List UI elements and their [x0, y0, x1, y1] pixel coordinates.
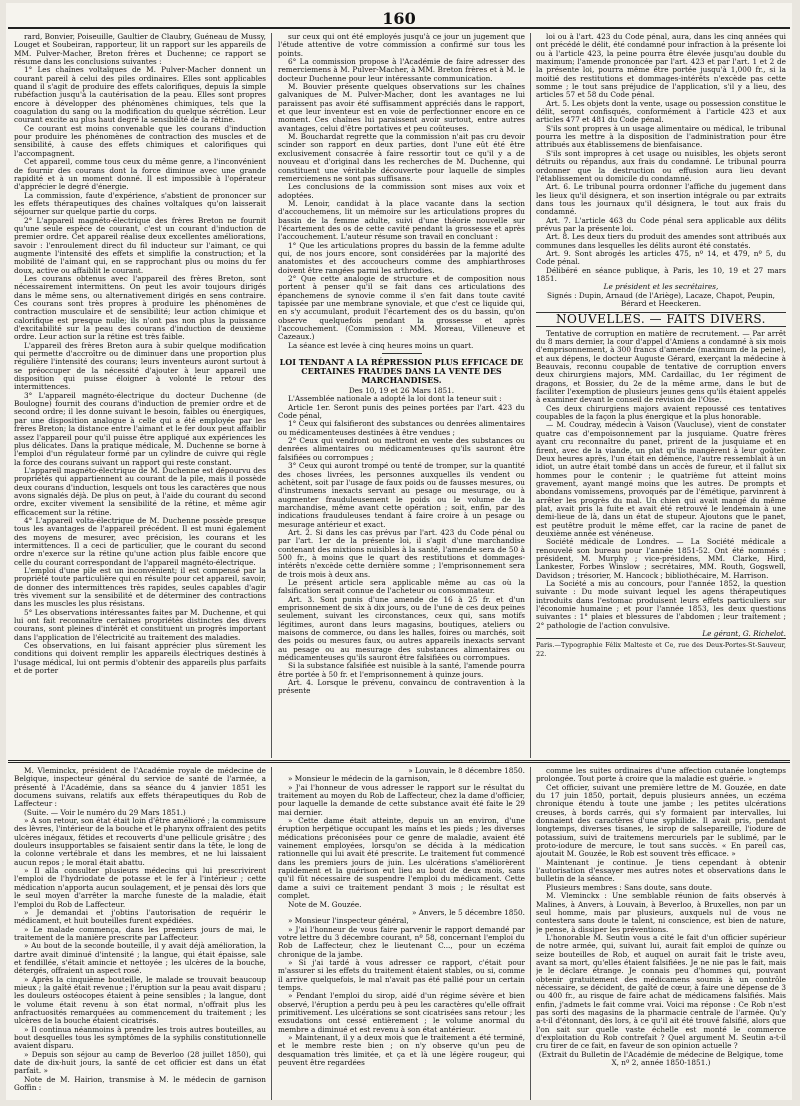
paragraph: Art. 3. Sont punis d'une amende de 16 à 25 fr. et d'un emprisonnement de six à dix jours, ou de l'une de ces deux peines seulement, suivant les circonstances, ceux qui, sans motifs légitimes, auront dans leurs magasins, boutiques, ateliers ou maisons de commerce, ou dans les halles, foires ou marchés, soit des poids ou mesures faux, ou autres appareils inexacts servant au pesage ou au mesurage des substances alimentaires ou médicamenteuses qu'ils sauront être falsifiées ou corrompues. [278, 594, 525, 663]
paragraph: M. Lenoir, candidat à la place vacante dans la section d'accouchemens, lit un mémoire sur les articulations propres du bassin de la femme adulte, suivi d'une théorie nouvelle sur l'écartement des os de cette cavité pendant la grossesse et après l'accouchement. L'auteur résume son travail en concluant : [278, 198, 525, 242]
page-number: 160 [382, 9, 416, 28]
paragraph: S'ils sont propres à un usage alimentaire ou médical, le tribunal pourra les mettre à la disposition de l'administration pour être attribués aux établissemens de bienfaisance. [536, 123, 786, 150]
divider [382, 353, 422, 354]
dateline: » Anvers, le 5 décembre 1850. [412, 907, 525, 917]
paragraph: Les courans obtenus avec l'appareil des frères Breton, sont nécessairement intermittens. On peut les avoir toujours dirigés dans le même sens, ou alternativement dirigés en sens contraire. Ces courans sont très propres à produire les phénomènes de contraction musculaire et de sensibilité; leur action chimique et calorifique est presque nulle; ils n'ont pas non plus la puissance d'excitabilité sur la peau des courans d'induction de deuxième ordre. Leur action sur la rétine est très faible. [14, 273, 266, 342]
paragraph: Les conclusions de la commission sont mises aux voix et adoptées. [278, 182, 525, 200]
paragraph: » A son retour, son état était loin d'être amélioré ; la commissure des lèvres, l'intérieur de la bouche et le pharynx offraient des petits ulcères inégaux, fétides et recouverts d'une pellicule grisâtre ; des douleurs insupportables se faisaient sentir dans la tête, le long de la colonne vertébrale et dans les membres, et ne lui laissaient aucun repos ; le moral était abattu. [14, 816, 266, 867]
paragraph: rard, Bonvier, Poiseuille, Gaultier de Claubry, Guéneau de Mussy, Louget et Soubeiran, rapporteur, lit un rapport sur les appareils de MM. Pulver-Macher, Breton frères et Duchenne; ce rapport se résume dans les conclusions suivantes : [14, 33, 266, 67]
paragraph: Note de M. Hairion, transmise à M. le médecin de garnison Goffin : [14, 1074, 266, 1093]
paragraph: La commission, faute d'expérience, s'abstient de prononcer sur les effets thérapeutiques des chaînes voltaïques qu'on laisserait séjourner sur quelque partie du corps. [14, 190, 266, 217]
paragraph: 3° Ceux qui auront trompé ou tenté de tromper, sur la quantité des choses livrées, les personnes auxquelles ils vendent ou achètent, soit par l'usage de faux poids ou de fausses mesures, ou d'instrumens inexacts servant au pesage ou mesurage, ou à augmenter frauduleusement le poids ou le volume de la marchandise, même avant cette opération ; soit, enfin, par des indications frauduleuses tendant à faire croire à un pesage ou mesurage antérieur et exact. [278, 461, 525, 529]
president-line: Le président et les secrétaires, [603, 282, 719, 292]
paragraph: comme les suites ordinaires d'une affection cutanée longtemps prolongée. Tout porte à croire que la maladie est guérie. » [536, 767, 786, 784]
paragraph: sur ceux qui ont été employés jusqu'à ce jour un jugement que l'étude attentive de votre commission a confirmé sur tous les points. [278, 33, 525, 58]
paragraph: » Il alla consulter plusieurs médecins qui lui prescrivirent l'emploi de l'hydriodate de potasse et le fer à l'intérieur ; cette médication n'apporta aucun soulagement, et je pensai dès lors que le seul moyen d'arrêter la marche funeste de la maladie, était l'emploi du Rob de Laffecteur. [14, 866, 266, 909]
paragraph: Art. 5. Les objets dont la vente, usage ou possession constitue le délit, seront confisqués, conformément à l'article 423 et aux articles 477 et 481 du Code pénal. [536, 98, 786, 125]
column-2 [278, 33, 525, 758]
paragraph: L'appareil magnéto-électrique de M. Duchenne est dépourvu des propriétés qui appartiennent au courant de la pile, mais il possède deux courans d'induction, lesquels ont tous les caractères que nous avons signalés déjà. De plus on peut, à l'aide du courant du second ordre, exciter vivement la sensibilité de la rétine, et même agir efficacement sur la rétine. [14, 465, 266, 517]
header-rule [8, 27, 790, 29]
paragraph: Art. 9. Sont abrogés les articles 475, nº 14, et 479, nº 5, du Code pénal. [536, 248, 786, 267]
paragraph: Art. 7. L'article 463 du Code pénal sera applicable aux délits prévus par la présente loi. [536, 215, 786, 233]
paragraph: Délibéré en séance publique, à Paris, les 10, 19 et 27 mars 1851. [536, 265, 786, 283]
paragraph: Tentative de corruption en matière de recrutement. — Par arrêt du 8 mars dernier, la cour d'appel d'Amiens a condamné à six mois d'emprisonnement, à 300 francs d'amende (maximum de la peine), et aux dépens, le docteur Auguste Gérard, exerçant la médecine à Beauvais, reconnu coupable de tentative de corruption envers deux chirurgiens majors, MM. Cardaillac, du 1er régiment de dragons, et Bossier, du 2e de la même arme, dans le but de faciliter l'exemption de plusieurs jeunes gens qu'ils étaient appelés à examiner devant le conseil de révision de l'Oise. [536, 328, 786, 405]
paragraph: » Maintenant, il y a deux mois que le traitement a été terminé, et le membre reste bien ; on n'y observe qu'un peu de desquamation très limitée, et ça et là une légère rougeur, qui peuvent être regardées [278, 1033, 525, 1068]
paragraph: La Société a mis au concours, pour l'année 1852, la question suivante : Du mode suivant lequel les agens thérapeutiques introduits dans l'estomac produisent leurs effets particuliers sur l'économie humaine ; et pour l'année 1853, les deux questions suivantes : 1° plaies et blessures de l'abdomen ; leur traitement ; 2° pathologie de l'action convulsive. [536, 579, 786, 630]
paragraph: » Au bout de la seconde bouteille, il y avait déjà amélioration, la dartre avait diminué d'intensité ; la langue, qui était épaisse, sale et fendillée, s'était amincie et nettoyée ; les ulcères de la bouche, détergés, offraient un aspect rosé. [14, 941, 266, 976]
column-divider [271, 33, 272, 758]
paragraph: » Cette dame était atteinte, depuis un an environ, d'une éruption herpétique occupant les mains et les pieds ; les diverses médications préconisées pour ce genre de maladie, avaient été vainement employées, lorsqu'on se décida à la médication rationnelle qui lui avait été prescrite. Le traitement fut commencé dans les premiers jours de juin. Les ulcérations s'améliorèrent rapidement et la guérison eut lieu au bout de deux mois, sans qu'il fût nécessaire de suspendre l'emploi du médicament. Cette dame a suivi ce traitement pendant 3 mois ; le résultat est complet. [278, 816, 525, 901]
paragraph: Société médicale de Londres. — La Société médicale a renouvelé son bureau pour l'année 1851-52. Ont été nommés : président, M. Murphy ; vice-présidens, MM. Clarke, Hird, Lankester, Forbes Winslow ; secrétaires, MM. Routh, Gogswell, Davidson ; trésorier, M. Hancock ; bibliothécaire, M. Harrison. [536, 537, 786, 580]
paragraph: S'ils sont impropres à cet usage ou nuisibles, les objets seront détruits ou répandus, aux frais du condamné. Le tribunal pourra ordonner que la destruction ou effusion aura lieu devant l'établissement ou domicile du condamné. [536, 148, 786, 183]
paragraph: La séance est levée à cinq heures moins un quart. [288, 340, 474, 350]
paragraph: M. Bouvier présente quelques observations sur les chaînes galvaniques de M. Pulver-Macher, dont les avantages ne lui paraissent pas avoir été suffisamment appréciés dans le rapport, et que leur inventeur est en voie de perfectionner encore en ce moment. Ces chaînes lui paraissent avoir surtout, entre autres avantages, celui d'être portatives et peu coûteuses. [278, 82, 525, 133]
newspaper-page [6, 3, 792, 1100]
section-separator [8, 760, 790, 763]
column-1 [14, 33, 266, 758]
bottom-column-2 [278, 767, 525, 1100]
bottom-column-1 [14, 767, 266, 1100]
paragraph: » Monsieur l'inspecteur général, [288, 916, 409, 926]
law-title: LOI TENDANT A LA RÉPRESSION PLUS EFFICACE DE CERTAINES FRAUDES DANS LA VENTE DES MARCHANDISES. [279, 357, 524, 386]
column-divider [530, 33, 531, 758]
paragraph: 1° Que les articulations propres du bassin de la femme adulte qui, de nos jours encore, sont considérées par la majorité des anatomistes et des accoucheurs comme des amphiarthroses doivent être rangées parmi les arthrodies. [278, 240, 525, 275]
paragraph: » Le malade commença, dans les premiers jours de mai, le traitement de la manière prescrite par Laffecteur. [14, 924, 266, 942]
paragraph: Art. 4. Lorsque le prévenu, convaincu de contravention à la présente [278, 678, 525, 696]
paragraph: M. Vleminckx : Une semblable réunion de faits observés à Malines, à Anvers, à Louvain, à Beverloo, à Bruxelles, non par un seul homme, mais par plusieurs, auxquels nul de vous ne contestera sans doute le talent, ni conscience, est bien de nature, je pense, à dissiper les préventions. [536, 891, 786, 934]
paragraph: loi ou à l'art. 423 du Code pénal, aura, dans les cinq années qui ont précédé le délit, été condamné pour infraction à la présente loi ou à l'article 423, la peine pourra être élevée jusqu'au double du maximum; l'amende prononcée par l'art. 423 et par l'art. 1 et 2 de la présente loi, pourra même être portée jusqu'à 1,000 fr., si la moitié des restitutions et dommages-intérêts n'excède pas cette somme ; le tout sans préjudice de l'application, s'il y a lieu, des articles 57 et 58 du Code pénal. [536, 33, 786, 100]
paragraph: » Je demandai et j'obtins l'autorisation de requérir le médicament, et huit bouteilles furent expédiées. [14, 907, 266, 926]
column-3 [536, 33, 786, 758]
paragraph: 2° Que cette analogie de structure et de composition nous portent à penser qu'il se fait dans ces articulations des épanchemens de synovie comme il s'en fait dans toute cavité tapissée par une membrane synoviale, et que c'est ce liquide qui, en s'y accumulant, produit l'écartement des os du bassin, qu'on observe quelquefois pendant la grossesse et après l'accouchement. (Commission : MM. Moreau, Villeneuve et Cazeaux.) [278, 273, 525, 342]
paragraph: 5° Les observations intéressantes faites par M. Duchenne, et qui lui ont fait reconnaître certaines propriétés distinctes des divers courans, sont pleines d'intérêt et constituent un progrès important dans l'application de l'électricité au traitement des maladies. [14, 607, 266, 642]
paragraph: Art. 8. Les deux tiers du produit des amendes sont attribués aux communes dans lesquelles les délits auront été constatés. [536, 232, 786, 250]
paragraph: » Pendant l'emploi du sirop, aidé d'un régime sévère et bien observé, l'éruption a perdu peu à peu les caractères qu'elle offrait primitivement. Les ulcérations se sont cicatrisées sans retour ; les exsudations ont cessé entièrement ; le volume anormal du membre a diminué et est revenu à son état antérieur. [278, 991, 525, 1034]
paragraph: L'appareil des frères Breton aura à subir quelque modification qui permette d'accroître ou de diminuer dans une proportion plus régulière l'intensité des courans; leurs inventeurs auront surtout à se préoccuper de la nécessité d'ajouter à leur appareil une disposition qui puisse éloigner à volonté le retour des intermittences. [14, 340, 266, 392]
signatures: Signés : Dupin, Arnaud (de l'Ariège), Lacaze, Chapot, Peupin, Bérard et Heeckeren. [547, 290, 775, 308]
paragraph: Si la substance falsifiée est nuisible à la santé, l'amende pourra être portée à 50 fr. et l'emprisonnement à quinze jours. [278, 661, 525, 679]
bottom-column-3 [536, 767, 786, 1100]
paragraph: Article 1er. Seront punis des peines portées par l'art. 423 du Code pénal, [278, 402, 525, 421]
news-header: NOUVELLES. — FAITS DIVERS. [536, 312, 786, 326]
paragraph: Art. 2. Si dans les cas prévus par l'art. 423 du Code pénal ou par l'art. 1er de la présente loi, il s'agit d'une marchandise contenant des mixtions nuisibles à la santé, l'amende sera de 50 à 500 fr., à moins que le quart des restitutions et dommages-intérêts n'excède cette dernière somme ; l'emprisonnement sera de trois mois à deux ans. [278, 527, 525, 579]
paragraph: Note de M. Gouzée. [288, 899, 362, 909]
paragraph: Cet appareil, comme tous ceux du même genre, a l'inconvénient de fournir des courans dont la force diminue avec une grande rapidité et à un moment donné. Il est impossible à l'opérateur d'apprécier le degré d'énergie. [14, 157, 266, 192]
source-note: (Extrait du Bulletin de l'Académie de médecine de Belgique, tome X, nº 2, année 1850-1851.) [538, 1049, 784, 1068]
gerant: Le gérant, G. Richelot. [702, 629, 786, 639]
paragraph: » Il continua néanmoins à prendre les trois autres bouteilles, au bout desquelles tous les symptômes de la syphilis constitutionnelle avaient disparu. [14, 1024, 266, 1051]
paragraph: » J'ai l'honneur de vous adresser le rapport sur le résultat du traitement au moyen du Rob de Laffecteur, chez la dame d'officier, pour laquelle la demande de cette substance avait été faite le 29 mai dernier. [278, 782, 525, 817]
paragraph: Cet officier, suivant une première lettre de M. Gouzée, en date du 17 juin 1850, portait, depuis plusieurs années, un eczéma chronique étendu à toute une jambe ; les petites ulcérations creuses, à bords carrés, qui s'y formaient par intervalles, lui donnaient des caractères d'une syphilide. Il avait pris, pendant longtemps, diverses tisanes, le sirop de salsepareille, l'iodure de potassium, suivi de traitemens mercuriels par le sublimé, par le proto-iodure de mercure, le tout sans succès. « En pareil cas, ajoutait M. Gouzée, le Rob est souvent très efficace. » [536, 782, 786, 859]
paragraph: Art. 6. Le tribunal pourra ordonner l'affiche du jugement dans les lieux qu'il désignera, et son insertion intégrale ou par extraits dans tous les journaux qu'il désignera, le tout aux frais du condamné. [536, 182, 786, 217]
paragraph: L'Assemblée nationale a adopté la loi dont la teneur suit : [288, 394, 502, 404]
paragraph: » Si j'ai tardé à vous adresser ce rapport, c'était pour m'assurer si les effets du traitement étaient stables, ou si, comme il arrive quelquefois, le mal n'avait pas été pallié pour un certain temps. [278, 957, 525, 992]
law-dates: Des 10, 19 et 26 Mars 1851. [348, 386, 455, 396]
paragraph: Ces deux chirurgiens majors avaient repoussé ces tentatives coupables de la façon la plus énergique et la plus honorable. [536, 403, 786, 422]
dateline: » Louvain, le 8 décembre 1850. [408, 767, 525, 775]
paragraph: 2° L'appareil magnéto-électrique des frères Breton ne fournit qu'une seule espèce de courant, c'est un courant d'induction de premier ordre. Cet appareil réalise deux excellentes améliorations, savoir : l'enroulement direct du fil inducteur sur l'aimant, ce qui augmente l'intensité des effets et simplifie la construction; et la mobilité de l'aimant qui, en se rapprochant plus ou moins du fer doux, active ou affaiblit le courant. [14, 215, 266, 275]
paragraph: Ce courant est moins convenable que les courans d'induction pour produire les phénomènes de contraction des muscles et de sensibilité, à cause des effets chimiques et calorifiques qui l'accompagnent. [14, 123, 266, 158]
paragraph: 1° Les chaînes voltaïques de M. Pulver-Macher donnent un courant pareil à celui des piles ordinaires. Elles sont applicables quand il s'agit de produire des effets calorifiques, depuis la simple rubéfaction jusqu'à la cautérisation de la peau. Elles sont propres encore à développer des phénomènes chimiques, tels que la coagulation du sang ou la modification du quelque sécrétion. Leur courant excite au plus haut degré la sensibilité de la rétine. [14, 65, 266, 125]
paragraph: Ces observations, en lui faisant apprécier plus sûrement les conditions qui doivent remplir les appareils électriques destinés à l'usage médical, lui ont permis d'obtenir des appareils plus parfaits et de porter [14, 641, 266, 676]
paragraph: 4° L'appareil volta-électrique de M. Duchenne possède presque tous les avantages de l'appareil précédent. Il est muni également des moyens de mesurer, avec précision, les courans et les intermittences. Il a ceci de particulier, que le courant du second ordre n'exerce sur la rétine qu'une action plus faible encore que celle du courant correspondant de l'appareil magnéto-électrique. [14, 515, 266, 567]
paragraph: M. Vleminckx, président de l'Académie royale de médecine de Belgique, inspecteur général du service de santé de l'armée, a présenté à l'Académie, dans sa séance du 4 janvier 1851 les documens suivans, relatifs aux effets thérapeutiques du Rob de Laffecteur : [14, 767, 266, 809]
column-divider [530, 767, 531, 1100]
paragraph: Le présent article sera applicable même au cas où la falsification serait connue de l'acheteur ou consommateur. [278, 577, 525, 596]
paragraph: — M. Coudray, médecin à Vaison (Vaucluse), vient de constater quatre cas d'empoisonnement par la jusquiame. Quatre frères ayant cru reconnaître du panet, prirent de la jusquiame et en firent, avec de la viande, un plat qu'ils mangèrent à leur goûter. Deux heures après, l'un était en démence, l'autre ressemblait à un idiot, un autre était tombé dans un accès de fureur, et il fallut six hommes pour le contenir ; le quatrième fut atteint moins gravement, ayant mangé moins que les autres. De prompts et abondans vomissemens, provoqués par de l'émétique, parvinrent à arrêter les progrès du mal. Un chien qui avait mangé du même plat, avait pris la fuite et avait été retrouvé le lendemain à une demi-lieue de là, dans un état de stupeur. Ajoutons que le panet, est peutêtre produit le même effet, car la racine de panet de deuxième année est vénéneuse. [536, 420, 786, 538]
paragraph: » Monsieur le médecin de la garnison, [288, 774, 430, 784]
paragraph: (Suite. — Voir le numéro du 29 Mars 1851.) [24, 807, 186, 817]
paragraph: M. Bouchardat regrette que la commission n'ait pas cru devoir scinder son rapport en deux parties, dont l'une eût été être exclusivement consacrée à faire ressortir tout ce qu'il y a de nouveau et d'original dans les recherches de M. Duchenne, qui constituent une véritable découverte pour laquelle de simples remerciemens ne sont pas suffisans. [278, 132, 525, 183]
paragraph: L'emploi d'une pile est un inconvénient; il est compensé par la propriété toute particulière qui en résulte pour cet appareil, savoir, de donner des intermittences très rapides, seules capables d'agir très vivement sur la sensibilité et de déterminer des contractions dans les muscles les plus résistans. [14, 566, 266, 609]
paragraph: » Depuis son séjour au camp de Beverloo (28 juillet 1850), qui date de dix-huit jours, la santé de cet officier est dans un état parfait. » [14, 1049, 266, 1076]
paragraph: » J'ai l'honneur de vous faire parvenir le rapport demandé par votre lettre du 3 décembre courant, nº 58, concernant l'emploi du Rob de Laffecteur, chez le lieutenant C..., pour un eczéma chronique de la jambe. [278, 924, 525, 959]
paragraph: Plusieurs membres : Sans doute, sans doute. [546, 882, 713, 892]
paragraph: 1° Ceux qui falsifieront des substances ou denrées alimentaires ou médicamenteuses destinées à être vendues ; [278, 419, 525, 437]
paragraph: 6° La commission propose à l'Académie de faire adresser des remerciemens à M. Pulver-Macher, à MM. Breton frères et à M. le docteur Duchenne pour leur intéressante communication. [278, 57, 525, 83]
imprint: Paris.—Typographie Félix Malteste et Ce, rue des Deux-Portes-St-Sauveur, 22. [536, 638, 786, 658]
paragraph: 2° Ceux qui vendront ou mettront en vente des substances ou denrées alimentaires ou médicamenteuses qu'ils sauront être falsifiées ou corrompues ; [278, 436, 525, 462]
paragraph: 3° L'appareil magnéto-électrique du docteur Duchenne (de Boulogne) fournit des courans d'induction de premier ordre et de second ordre; il les donne suivant le besoin, faibles ou énergiques, par une disposition analogue à celle qui a été employée par les frères Breton; la distance entre l'aimant et le fer doux peut affaiblir assez l'appareil pour qu'il puisse être appliqué aux expériences les plus délicates. Dans la pratique médicale, M. Duchenne se borne à l'emploi d'un régulateur formé par un cylindre de cuivre qui règle la force des courans suivant un rapport qui reste constant. [14, 390, 266, 467]
paragraph: Maintenant je continue. Je tiens cependant à obtenir l'autorisation d'essayer mes autres notes et observations dans le bulletin de la séance. [536, 857, 786, 884]
paragraph: L'honorable M. Seutin vous a cité le fait d'un officier supérieur de notre armée, qui, suivant lui, aurait fait emploi de quinze ou seize bouteilles de Rob, et auquel on aurait fait le triste aveu, avant sa mort, qu'elles étaient falsifiées. Je ne nie pas le fait, mais je le déclare étrange. Je connais peu d'hommes qui, pouvant obtenir gratuitement des médicamens soumis à un contrôle nécessaire, se décident, de gaîté de cœur, à faire une dépense de 3 ou 400 fr., au risque de faire achat de médicamens falsifiés. Mais enfin, j'admets le fait comme vrai. Voici ma réponse : Ce Rob n'est pas sorti des magasins de la pharmacie centrale de l'armée. Qu'y a-t-il d'étonnant, dès lors, à ce qu'il ait été trouvé falsifié, alors que l'on sait sur quelle vaste échelle est monté le commerce d'exploitation du Rob contrefait ? Quel argument M. Seutin a-t-il cru tirer de ce fait, en faveur de son opinion actuelle ? [536, 932, 786, 1051]
paragraph: » Après la cinquième bouteille, le malade se trouvait beaucoup mieux ; la gaîté était revenue ; l'éruption sur la peau avait disparu ; les douleurs ostéocopes étaient à peine sensibles ; la langue, dont le volume était revenu à son état normal, n'offrait plus les anfractuosités remarquées au commencement du traitement ; les ulcères de la bouche étaient cicatrisés. [14, 974, 266, 1026]
column-divider [271, 767, 272, 1100]
